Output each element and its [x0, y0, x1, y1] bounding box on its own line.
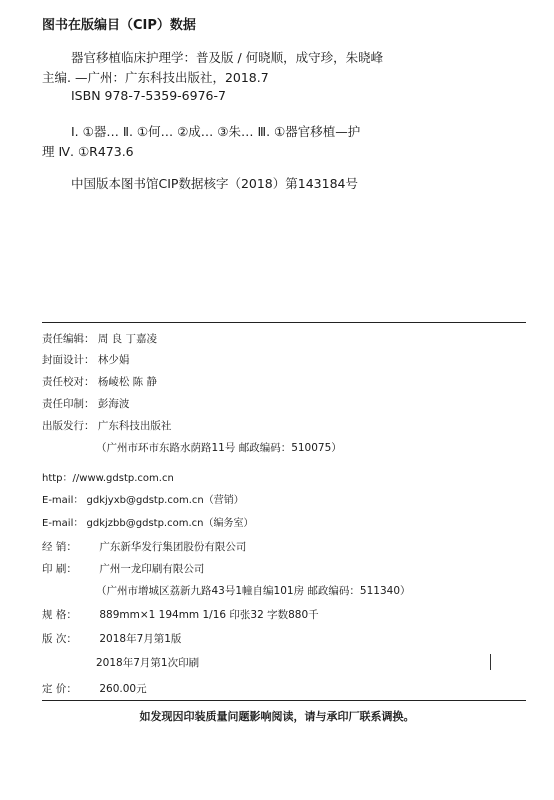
scan-mark: [490, 654, 491, 670]
cip-line-classification-cont: 理 Ⅳ. ①R473.6: [42, 144, 134, 159]
credit-price-value: 260.00元: [99, 683, 147, 695]
credit-dist-value: 广东新华发行集团股份有限公司: [99, 541, 247, 553]
credit-cover-label: 封面设计：: [42, 354, 95, 366]
credit-print-value: 彭海波: [97, 398, 130, 410]
credit-printer: [42, 561, 204, 576]
email-marketing-value: gdkjyxb@gdstp.com.cn（营销）: [86, 495, 244, 506]
credit-distributor: [42, 539, 246, 554]
printer-address: （广州市增城区荔新九路43号1幢自编101房 邮政编码：511340）: [96, 585, 411, 597]
credit-price: [42, 681, 147, 696]
credit-edition: [42, 631, 181, 646]
credit-print-label: 责任印制：: [42, 398, 95, 410]
cip-line-isbn: ISBN 978-7-5359-6976-7: [71, 88, 226, 103]
credit-edition-value: 2018年7月第1版: [99, 633, 182, 645]
credit-dist-label: 经 销：: [42, 541, 77, 553]
credits-bottom-rule: [42, 700, 526, 701]
credit-spec-label: 规 格：: [42, 609, 77, 621]
credit-editor-label: 责任编辑：: [42, 333, 95, 345]
publisher-address: （广州市环市东路水荫路11号 邮政编码：510075）: [96, 442, 342, 454]
credit-editor-value: 周 良 丁嘉凌: [97, 333, 158, 345]
credit-publisher-value: 广东科技出版社: [97, 420, 172, 432]
email-editorial-label: E-mail：: [42, 518, 84, 529]
credit-publisher: [42, 418, 171, 433]
email-marketing: [42, 491, 244, 506]
credit-proofreader: [42, 374, 157, 389]
credit-editor: [42, 331, 157, 346]
email-editorial: [42, 514, 253, 529]
cip-title: 图书在版编目（CIP）数据: [42, 18, 196, 33]
credit-spec-value: 889mm×1 194mm 1/16 印张32 字数880千: [99, 609, 319, 621]
publisher-website: http：//www.gdstp.com.cn: [42, 473, 174, 484]
credit-cover-design: [42, 352, 129, 367]
credit-print-supervisor: [42, 396, 129, 411]
cip-line-record-number: 中国版本图书馆CIP数据核字（2018）第143184号: [71, 176, 358, 191]
credit-proof-label: 责任校对：: [42, 376, 95, 388]
printing-date: 2018年7月第1次印刷: [96, 657, 200, 669]
email-editorial-value: gdkjzbb@gdstp.com.cn（编务室）: [86, 518, 254, 529]
email-marketing-label: E-mail：: [42, 495, 84, 506]
credits-top-rule: [42, 322, 526, 323]
credit-proof-value: 杨崚松 陈 静: [97, 376, 158, 388]
credit-printer-label: 印 刷：: [42, 563, 77, 575]
quality-notice: 如发现因印装质量问题影响阅读，请与承印厂联系调换。: [139, 710, 415, 723]
credit-cover-value: 林少娟: [97, 354, 130, 366]
cip-line-classification: Ⅰ. ①器… Ⅱ. ①何… ②成… ③朱… Ⅲ. ①器官移植—护: [71, 124, 361, 139]
credit-edition-label: 版 次：: [42, 633, 77, 645]
credit-printer-value: 广州一龙印刷有限公司: [99, 563, 205, 575]
credit-publisher-label: 出版发行：: [42, 420, 95, 432]
credit-price-label: 定 价：: [42, 683, 77, 695]
cip-line-title: 器官移植临床护理学：普及版 / 何晓顺，成守珍，朱晓峰: [71, 50, 384, 65]
credit-spec: [42, 607, 319, 622]
cip-line-publication: 主编. —广州：广东科技出版社，2018.7: [42, 70, 269, 85]
